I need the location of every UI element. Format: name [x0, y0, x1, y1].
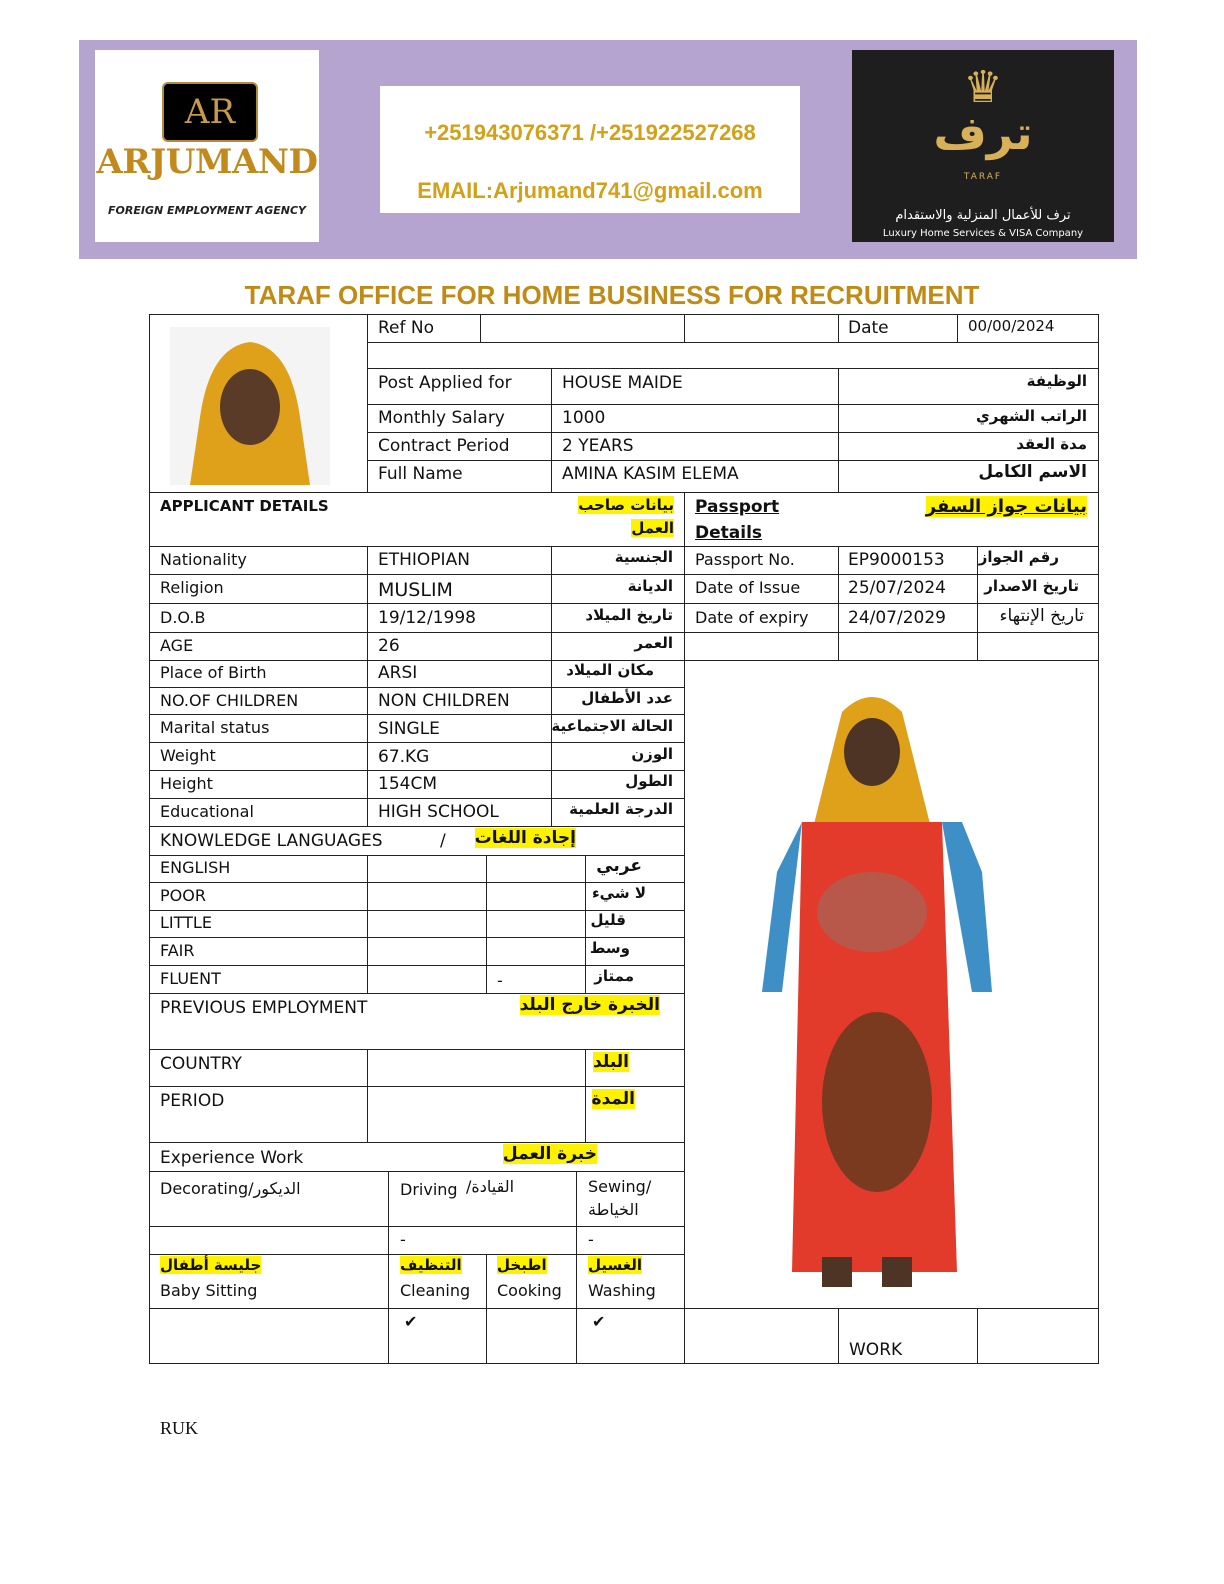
- decorating-label: Decorating/الديكور: [160, 1179, 301, 1198]
- email-address: EMAIL:Arjumand741@gmail.com: [417, 178, 763, 203]
- lang-fluent-ar: ممتاز: [594, 967, 634, 985]
- experience-header-ar: خبرة العمل: [502, 1144, 597, 1164]
- sewing-label-ar: الخياطة: [588, 1200, 639, 1219]
- post-applied-value: HOUSE MAIDE: [562, 373, 683, 393]
- languages-separator: /: [440, 831, 446, 851]
- contract-value: 2 YEARS: [562, 436, 634, 456]
- age-label: AGE: [160, 636, 194, 655]
- lang-english-ar: عربي: [596, 856, 642, 876]
- driving-dash: -: [400, 1230, 406, 1249]
- passport-no-ar: رقم الجواز: [978, 548, 1059, 566]
- marital-value: SINGLE: [378, 719, 440, 739]
- arjumand-monogram-icon: AR: [162, 82, 258, 142]
- post-applied-ar: الوظيفة: [1026, 372, 1087, 390]
- place-of-birth-ar: مكان الميلاد: [566, 661, 654, 679]
- ref-no-label: Ref No: [378, 318, 435, 338]
- taraf-arabic-logo: ترف: [933, 106, 1033, 160]
- country-label: COUNTRY: [160, 1054, 242, 1074]
- weight-value: 67.KG: [378, 747, 430, 767]
- full-name-ar: الاسم الكامل: [978, 462, 1087, 482]
- date-value: 00/00/2024: [968, 317, 1055, 335]
- expiry-date-ar: تاريخ الإنتهاء: [999, 606, 1084, 626]
- taraf-label: TARAF: [963, 172, 1003, 182]
- period-label: PERIOD: [160, 1091, 225, 1111]
- languages-header-ar: إجادة اللغات: [474, 828, 576, 848]
- lang-fair-label: FAIR: [160, 941, 195, 960]
- brand-name: ARJUMAND: [96, 142, 318, 182]
- driving-label: Driving: [400, 1180, 458, 1199]
- contract-ar: مدة العقد: [1016, 435, 1087, 453]
- lang-little-label: LITTLE: [160, 913, 212, 932]
- footer-initials: RUK: [160, 1418, 199, 1438]
- applicant-details-header-ar: بيانات صاحب العمل: [578, 496, 674, 537]
- height-label: Height: [160, 774, 213, 793]
- lang-little-ar: قليل: [590, 911, 626, 929]
- expiry-date-value: 24/07/2029: [848, 608, 946, 628]
- driving-label-ar: القيادة/: [466, 1177, 515, 1196]
- nationality-value: ETHIOPIAN: [378, 550, 470, 570]
- education-ar: الدرجة العلمية: [569, 800, 673, 818]
- cleaning-label: Cleaning: [400, 1281, 471, 1300]
- cleaning-check-icon: ✔: [404, 1312, 418, 1331]
- passport-no-value: EP9000153: [848, 550, 945, 570]
- dob-value: 19/12/1998: [378, 608, 476, 628]
- lang-english-label: ENGLISH: [160, 858, 231, 877]
- cooking-label: Cooking: [497, 1281, 562, 1300]
- full-name-label: Full Name: [378, 464, 463, 484]
- dob-label: D.O.B: [160, 608, 206, 627]
- salary-ar: الراتب الشهري: [976, 407, 1087, 425]
- contract-label: Contract Period: [378, 436, 510, 456]
- religion-label: Religion: [160, 578, 224, 597]
- applicant-full-body-photo: [692, 672, 1048, 1308]
- applicant-portrait-photo: [170, 327, 330, 485]
- salary-label: Monthly Salary: [378, 408, 505, 428]
- ready-to-work-label: WORK: [849, 1340, 903, 1360]
- nationality-ar: الجنسية: [614, 548, 673, 566]
- height-value: 154CM: [378, 774, 437, 794]
- children-value: NON CHILDREN: [378, 691, 510, 711]
- passport-details-header-2: Details: [695, 523, 763, 543]
- washing-check-icon: ✔: [592, 1312, 606, 1331]
- previous-employment-header: PREVIOUS EMPLOYMENT: [160, 998, 368, 1018]
- children-ar: عدد الأطفال: [581, 689, 673, 707]
- sewing-dash: -: [588, 1230, 594, 1249]
- date-label: Date: [848, 318, 889, 338]
- education-value: HIGH SCHOOL: [378, 802, 499, 822]
- washing-ar: الغسيل: [588, 1256, 643, 1274]
- marital-label: Marital status: [160, 718, 270, 737]
- crown-icon: ♛: [963, 62, 1003, 113]
- table-border-bottom: [149, 1363, 1099, 1364]
- place-of-birth-label: Place of Birth: [160, 663, 267, 682]
- children-label: NO.OF CHILDREN: [160, 691, 299, 710]
- passport-details-header-1: Passport: [695, 497, 780, 517]
- lang-poor-ar: لا شيء: [592, 884, 646, 902]
- lang-poor-label: POOR: [160, 886, 206, 905]
- languages-header: KNOWLEDGE LANGUAGES: [160, 831, 383, 851]
- brand-subtitle: FOREIGN EMPLOYMENT AGENCY: [108, 204, 306, 217]
- post-applied-label: Post Applied for: [378, 373, 512, 393]
- page-title: TARAF OFFICE FOR HOME BUSINESS FOR RECRUITMENT: [244, 280, 980, 310]
- country-ar: البلد: [593, 1052, 629, 1072]
- lang-fluent-mid: -: [497, 971, 503, 990]
- weight-ar: الوزن: [631, 745, 673, 763]
- issue-date-value: 25/07/2024: [848, 578, 946, 598]
- marital-ar: الحالة الاجتماعية: [551, 717, 673, 735]
- table-border-right: [1098, 314, 1099, 1364]
- place-of-birth-value: ARSI: [378, 663, 418, 683]
- experience-header: Experience Work: [160, 1148, 304, 1168]
- passport-details-header-ar: بيانات جواز السفر: [925, 496, 1087, 517]
- taraf-tagline-en: Luxury Home Services & VISA Company: [882, 228, 1084, 239]
- washing-label: Washing: [588, 1281, 656, 1300]
- religion-value: MUSLIM: [378, 579, 453, 601]
- sewing-label: Sewing/: [588, 1177, 652, 1196]
- passport-no-label: Passport No.: [695, 550, 795, 569]
- age-value: 26: [378, 636, 400, 656]
- salary-value: 1000: [562, 408, 606, 428]
- taraf-tagline-ar: ترف للأعمال المنزلية والاستقدام: [895, 208, 1071, 223]
- expiry-date-label: Date of expiry: [695, 608, 809, 627]
- full-name-value: AMINA KASIM ELEMA: [562, 464, 739, 484]
- applicant-details-header: APPLICANT DETAILS: [160, 497, 329, 515]
- religion-ar: الديانة: [627, 577, 673, 595]
- baby-sitting-ar: جليسة أطفال: [160, 1256, 262, 1274]
- dob-ar: تاريخ الميلاد: [585, 606, 673, 624]
- issue-date-label: Date of Issue: [695, 578, 801, 597]
- previous-employment-ar: الخبرة خارج البلد: [519, 995, 660, 1015]
- age-ar: العمر: [634, 634, 673, 652]
- cleaning-ar: التنظيف: [400, 1256, 462, 1274]
- table-border-left: [149, 314, 150, 1364]
- height-ar: الطول: [625, 772, 673, 790]
- issue-date-ar: تاريخ الاصدار: [984, 577, 1079, 595]
- weight-label: Weight: [160, 746, 216, 765]
- baby-sitting-label: Baby Sitting: [160, 1281, 258, 1300]
- education-label: Educational: [160, 802, 254, 821]
- phone-numbers: +251943076371 /+251922527268: [424, 120, 756, 145]
- cooking-ar: اطبخل: [497, 1256, 547, 1274]
- period-ar: المدة: [591, 1089, 635, 1109]
- lang-fluent-label: FLUENT: [160, 969, 221, 988]
- lang-fair-ar: وسط: [589, 939, 630, 957]
- nationality-label: Nationality: [160, 550, 247, 569]
